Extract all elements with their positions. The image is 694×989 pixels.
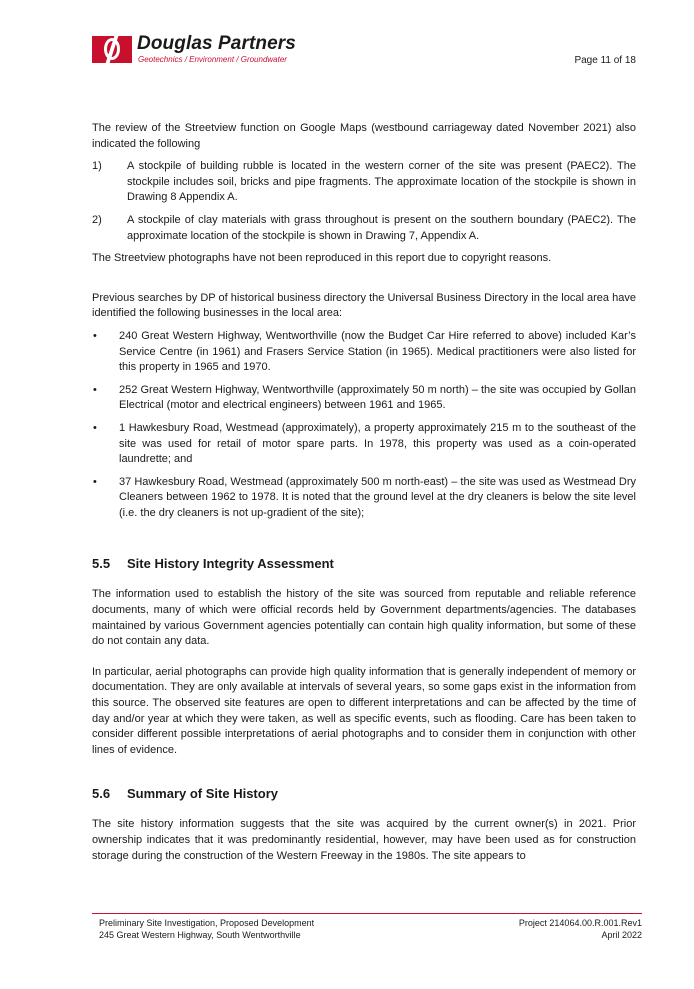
bullet-icon: •	[93, 329, 97, 342]
section-title: Summary of Site History	[127, 786, 278, 802]
logo-company-name: Douglas Partners	[137, 33, 296, 54]
logo-tagline: Geotechnics / Environment / Groundwater	[138, 55, 287, 64]
footer-project-number: Project 214064.00.R.001.Rev1	[518, 918, 642, 928]
list-item	[92, 475, 636, 522]
streetview-intro: The review of the Streetview function on Google Maps (westbound carriageway dated November 2021) also indicated the following	[92, 122, 636, 150]
list-text: A stockpile of building rubble is located in the western corner of the site was present (PAEC2). The stockpile includes soil, bricks and pipe fragments. The approximate location of the stockpile is shown in Drawing 8 Appendix A.	[127, 160, 636, 204]
bullet-icon: •	[93, 421, 97, 434]
directory-intro: Previous searches by DP of historical business directory the Universal Business Directory in the local area have identified the following businesses in the local area:	[92, 291, 636, 320]
list-text: A stockpile of clay materials with grass throughout is present on the southern boundary (PAEC2). The approximate location of the stockpile is shown in Drawing 7, Appendix A.	[127, 213, 636, 242]
summary-paragraph-1: The site history information suggests that the site was acquired by the current owner(s) in 2021. Prior ownership indicates that it was predominantly residential, however, may have been used as for construction storage during the construction of the Western Freeway in the 1980s. The site appears to	[92, 818, 636, 862]
integrity-paragraph-1: The information used to establish the history of the site was sourced from reputable and reliable reference documents, many of which were official records held by Government departments/agencies. The databases maintained by various Government agencies potentially can contain high quality information, but some of these do not contain any data.	[92, 588, 636, 648]
footer-site-address: 245 Great Western Highway, South Wentworthville	[99, 929, 301, 940]
document-body	[92, 121, 636, 864]
list-text: 240 Great Western Highway, Wentworthville (now the Budget Car Hire referred to above) included Kar’s Service Centre (in 1961) and Frasers Service Station (in 1965). Medical practitioners were also listed for this property in 1965 and 1970.	[119, 329, 636, 374]
list-item	[92, 421, 636, 468]
footer-divider	[92, 913, 642, 914]
section-title: Site History Integrity Assessment	[127, 556, 334, 572]
list-text: 252 Great Western Highway, Wentworthville (approximately 50 m north) – the site was occupied by Gollan Electrical (motor and electrical engineers) between 1961 and 1965.	[119, 383, 636, 412]
section-number: 5.5	[92, 556, 111, 572]
company-logo	[92, 35, 352, 69]
list-text: 1 Hawkesbury Road, Westmead (approximately), a property approximately 215 m to the southeast of the site was used for retail of motor spare parts. In 1978, this property was used as a coin-operated laundrette; and	[119, 421, 636, 466]
section-number: 5.6	[92, 786, 111, 802]
list-item	[92, 329, 636, 376]
list-item	[92, 213, 636, 244]
bullet-icon: •	[93, 475, 97, 488]
list-number: 1)	[92, 160, 102, 173]
copyright-note: The Streetview photographs have not been reproduced in this report due to copyright reasons.	[92, 252, 552, 265]
list-number: 2)	[92, 213, 102, 226]
integrity-paragraph-2: In particular, aerial photographs can provide high quality information that is generally independent of memory or documentation. They are only available at intervals of several years, so some gaps exist in the information from this source. The observed site features are open to different interpretations and can be affected by the time of day and/or year at which they were taken, as well as specific events, such as flooding. Care has been taken to consider different possible interpretations of aerial photographs and to consider them in conjunction with other lines of evidence.	[92, 665, 636, 756]
list-item	[92, 159, 636, 206]
page-number: Page 11 of 18	[574, 55, 636, 66]
list-text: 37 Hawkesbury Road, Westmead (approximately 500 m north-east) – the site was used as Westmead Dry Cleaners between 1962 to 1978. It is noted that the ground level at the dry cleaners is below the site level (i.e. the dry cleaners is not up-gradient of the site);	[119, 475, 636, 519]
dp-logo-icon	[92, 36, 132, 63]
footer-report-title: Preliminary Site Investigation, Proposed Development	[99, 918, 315, 928]
section-heading-5-6	[92, 785, 636, 802]
section-heading-5-5	[92, 555, 636, 572]
bullet-icon: •	[93, 383, 97, 396]
footer-date: April 2022	[601, 929, 642, 940]
list-item	[92, 383, 636, 414]
